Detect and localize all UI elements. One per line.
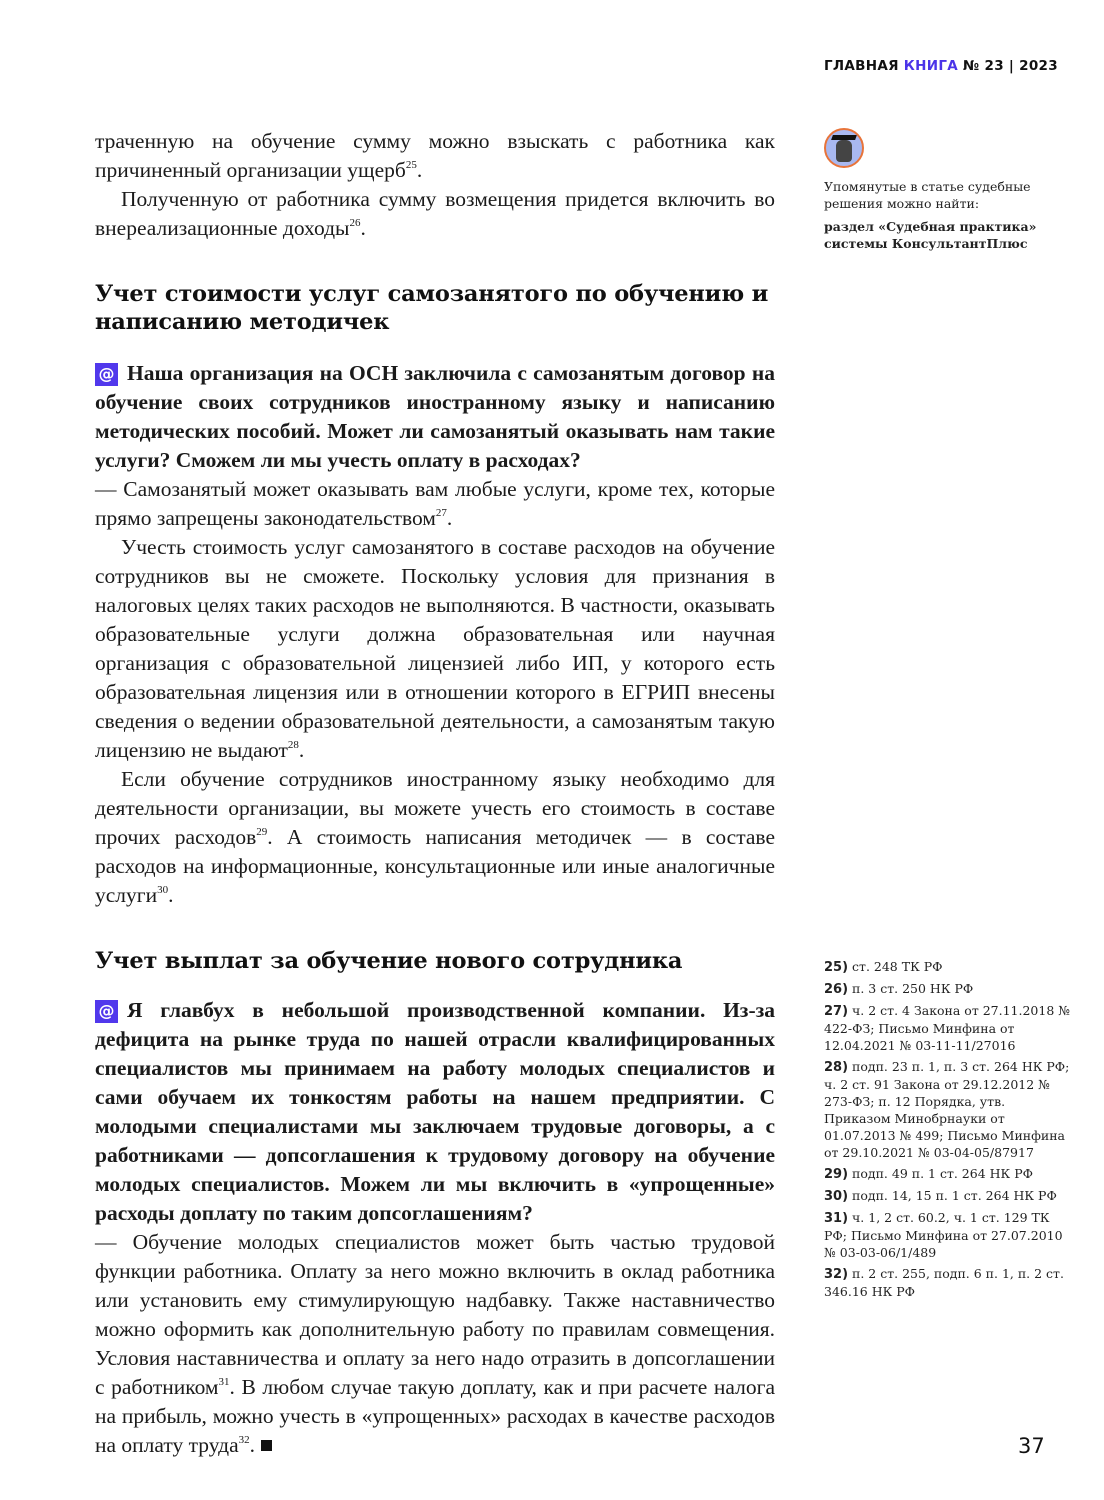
- footnotes-list: [824, 958, 1074, 1304]
- footnote: 27) ч. 2 ст. 4 Закона от 27.11.2018 № 422-ФЗ; Письмо Минфина от 12.04.2021 № 03-11-11/27016: [824, 1003, 1071, 1053]
- judge-portrait-icon: [824, 128, 864, 168]
- footnote-ref[interactable]: 30: [157, 884, 169, 896]
- footnote-ref[interactable]: 32: [238, 1434, 250, 1446]
- answer-paragraph: — Обучение молодых специалистов может быть частью трудовой функции работника. Оплату за него можно включить в оклад работника или установить ему стимулирующую надбавку. Также наставничество можно оформить как дополнительную работу по правилам совмещения. Условия наставничества и оплату за него надо отразить в допсоглашении с работником$^{31}$. В любом случае такую доплату, как и при расчете налога на прибыль, можно учесть в «упрощенных» расходах в качестве расходов на оплату труда$^{32}$.: [95, 1230, 775, 1457]
- footnote: 25) ст. 248 ТК РФ: [824, 959, 943, 975]
- footnote: 26) п. 3 ст. 250 НК РФ: [824, 981, 974, 997]
- footnote-ref[interactable]: 27: [435, 507, 447, 519]
- issue-number: № 23 | 2023: [962, 58, 1058, 74]
- footnote-ref[interactable]: 31: [218, 1376, 230, 1388]
- footnote-ref[interactable]: 25: [405, 159, 417, 171]
- at-icon: @: [95, 363, 118, 386]
- side-note-source: раздел «Судебная практика» системы КонсультантПлюс: [824, 219, 1037, 251]
- magazine-header: [824, 58, 1058, 74]
- answer-paragraph: Если обучение сотрудников иностранному языку необходимо для деятельности организации, вы можете учесть его стоимость в составе прочих расходов$^{29}$. А стоимость написания методичек — в составе расходов на информационные, консультационные или иные аналогичные услуги$^{30}$.: [95, 767, 775, 907]
- footnote-ref[interactable]: 28: [287, 739, 299, 751]
- end-of-article-mark: [261, 1440, 272, 1451]
- article-body: [95, 127, 775, 1460]
- footnote-ref[interactable]: 29: [256, 826, 268, 838]
- brand-name-accent: КНИГА: [903, 58, 958, 74]
- footnote: 32) п. 2 ст. 255, подп. 6 п. 1, п. 2 ст. 346.16 НК РФ: [824, 1266, 1064, 1299]
- court-decisions-note: [824, 128, 1064, 252]
- answer-paragraph: Учесть стоимость услуг самозанятого в составе расходов на обучение сотрудников вы не сможете. Поскольку условия для признания в налоговых целях таких расходов не выполняются. В частности, оказывать образовательные услуги должна образовательная или научная организация с образовательной лицензией либо ИП, у которого есть образовательная лицензия или в отношении которого в ЕГРИП внесены сведения о ведении образовательной деятельности, а самозанятым такую лицензию не выдают$^{28}$.: [95, 535, 775, 762]
- section-heading: Учет выплат за обучение нового сотрудника: [95, 948, 683, 974]
- at-icon: @: [95, 1000, 118, 1023]
- answer-paragraph: — Самозанятый может оказывать вам любые услуги, кроме тех, которые прямо запрещены законодательством$^{27}$.: [95, 477, 775, 530]
- page-number: 37: [1018, 1434, 1045, 1458]
- reader-question: @ Наша организация на ОСН заключила с самозанятым договор на обучение своих сотрудников иностранному языку и написанию методических пособий. Может ли самозанятый оказывать нам такие услуги? Сможем ли мы учесть оплату в расходах?: [95, 361, 775, 472]
- reader-question: @ Я главбух в небольшой производственной компании. Из-за дефицита на рынке труда по нашей отрасли квалифицированных специалистов мы принимаем на работу молодых специалистов и сами обучаем их тонкостям работы на нашем предприятии. С молодыми специалистами мы заключаем трудовые договоры, а с работниками — допсоглашения к трудовому договору на обучение молодых специалистов. Можем ли мы включить в «упрощенные» расходы доплату по таким допсоглашениям?: [95, 998, 775, 1225]
- paragraph: Полученную от работника сумму возмещения придется включить во внереализационные доходы$^{26}$.: [95, 187, 775, 240]
- footnote: 30) подп. 14, 15 п. 1 ст. 264 НК РФ: [824, 1188, 1057, 1204]
- footnote-ref[interactable]: 26: [349, 217, 361, 229]
- footnote: 28) подп. 23 п. 1, п. 3 ст. 264 НК РФ; ч. 2 ст. 91 Закона от 29.12.2012 № 273-ФЗ; п. 12 Порядка, утв. Приказом Минобрнауки от 01.07.2013 № 499; Письмо Минфина от 29.10.2021 № 03-04-05/87917: [824, 1059, 1070, 1160]
- footnote: 29) подп. 49 п. 1 ст. 264 НК РФ: [824, 1166, 1033, 1182]
- brand-name: ГЛАВНАЯ: [824, 58, 899, 74]
- side-note-text: Упомянутые в статье судебные решения можно найти:: [824, 179, 1031, 211]
- paragraph: траченную на обучение сумму можно взыскать с работника как причиненный организации ущерб$^{25}$.: [95, 129, 775, 182]
- footnote: 31) ч. 1, 2 ст. 60.2, ч. 1 ст. 129 ТК РФ; Письмо Минфина от 27.07.2010 № 03-03-06/1/489: [824, 1210, 1063, 1260]
- section-heading: Учет стоимости услуг самозанятого по обучению и написанию методичек: [95, 281, 769, 335]
